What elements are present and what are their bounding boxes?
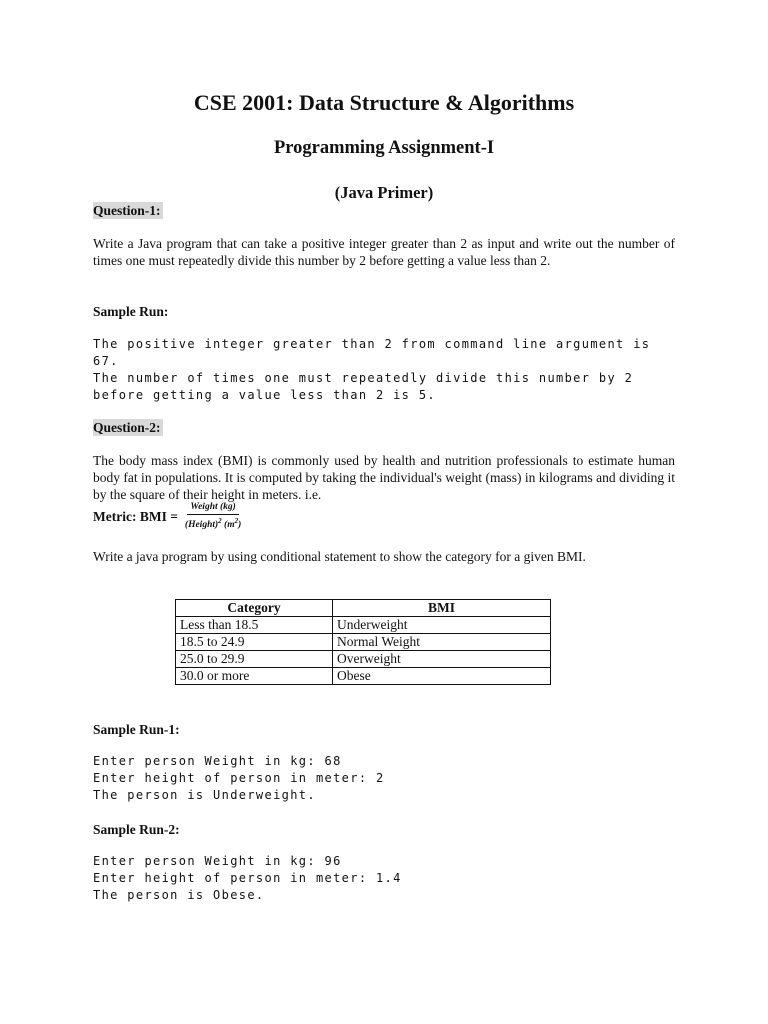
table-header-row (176, 600, 551, 617)
question-1-sample-output: The positive integer greater than 2 from command line argument is 67. The number of times one must repeatedly divide this number by 2 before getting a value less than 2 is 5. (93, 337, 651, 402)
table-row (176, 617, 551, 634)
formula-unit: (m (221, 520, 235, 531)
formula-fraction (185, 502, 241, 531)
metric-label: Metric: BMI = (93, 509, 178, 524)
question-1-label: Question-1: (93, 203, 161, 218)
formula-height: (Height) (184, 520, 219, 531)
table-cell: Underweight (333, 617, 551, 634)
header-bmi: BMI (333, 600, 551, 617)
sample-run-1-output: Enter person Weight in kg: 68 Enter height of person in meter: 2 The person is Underweight. (93, 754, 385, 802)
header-category: Category (176, 600, 333, 617)
sample-run-2-output: Enter person Weight in kg: 96 Enter height of person in meter: 1.4 The person is Obese. (93, 854, 402, 902)
table-cell: Overweight (333, 651, 551, 668)
assignment-topic: (Java Primer) (334, 183, 434, 202)
question-2-instruction: Write a java program by using conditional statement to show the category for a given BMI. (93, 549, 586, 564)
bmi-formula (93, 502, 241, 532)
table-cell: 25.0 to 29.9 (176, 651, 333, 668)
document-title: CSE 2001: Data Structure & Algorithms (193, 90, 575, 115)
formula-unit-exponent: 2 (234, 517, 239, 526)
table-cell: 30.0 or more (176, 668, 333, 685)
question-1-text: Write a Java program that can take a positive integer greater than 2 as input and write out the number of times one must repeatedly divide this number by 2 before getting a value less than 2. (93, 236, 675, 268)
sample-run-2-label: Sample Run-2: (93, 822, 180, 837)
formula-unit-close: ) (238, 520, 242, 531)
formula-numerator: Weight (kg) (187, 502, 238, 515)
table-cell: Less than 18.5 (176, 617, 333, 634)
table-row (176, 668, 551, 685)
table-row (176, 634, 551, 651)
formula-exponent: 2 (218, 517, 222, 526)
assignment-title: Programming Assignment-I (273, 138, 495, 158)
question-1-sample-label: Sample Run: (93, 304, 169, 319)
question-2-label: Question-2: (93, 420, 161, 435)
formula-denominator (185, 515, 241, 531)
table-cell: Normal Weight (333, 634, 551, 651)
sample-run-1-label: Sample Run-1: (93, 722, 180, 737)
question-2-text: The body mass index (BMI) is commonly used by health and nutrition professionals to estimate human body fat in populations. It is computed by taking the individual's weight (mass) in kilograms and dividing it by the square of their height in meters. i.e. (93, 453, 675, 502)
table-row (176, 651, 551, 668)
bmi-category-table (175, 599, 551, 685)
table-cell: 18.5 to 24.9 (176, 634, 333, 651)
table-cell: Obese (333, 668, 551, 685)
